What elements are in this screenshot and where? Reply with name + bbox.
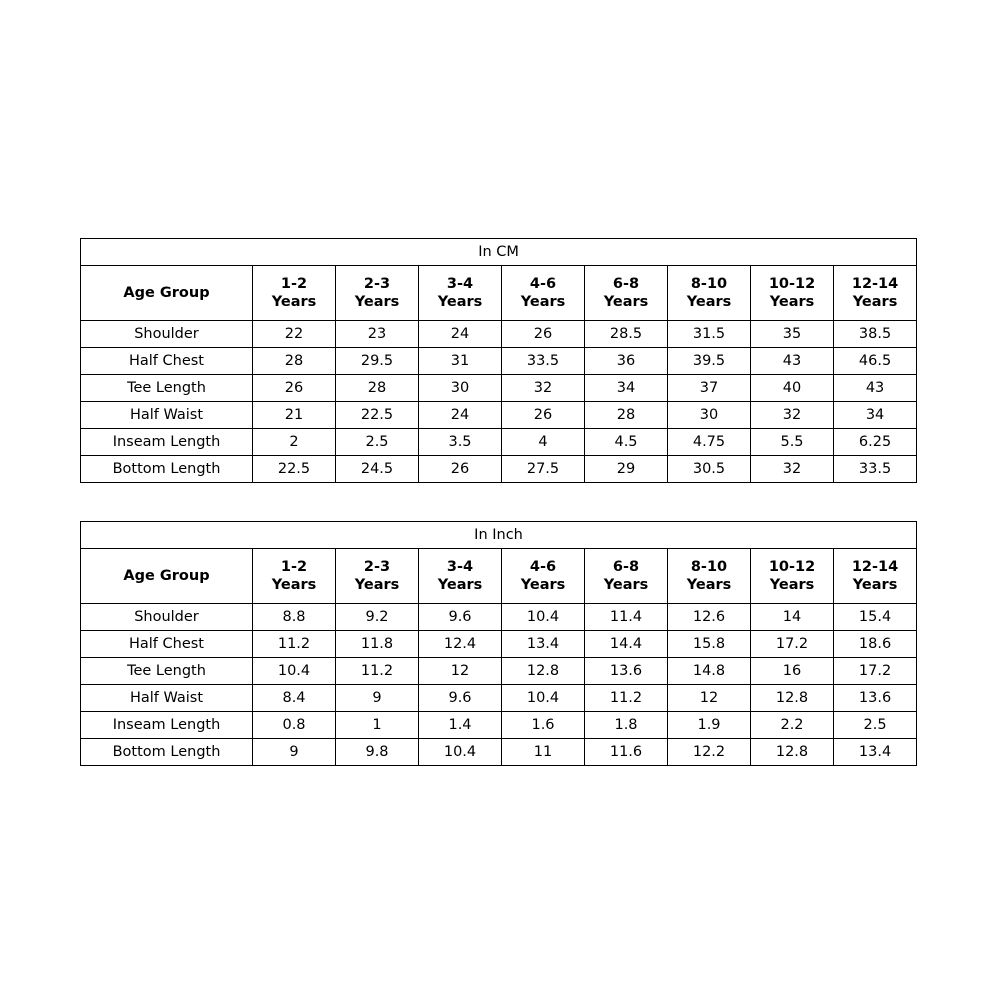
table-cell: 32	[751, 402, 834, 429]
table-cell: 22	[253, 321, 336, 348]
row-label: Inseam Length	[81, 712, 253, 739]
column-header-size	[336, 549, 419, 604]
table-cell: 26	[253, 375, 336, 402]
table-cell: 13.6	[834, 685, 917, 712]
size-range: 3-4	[446, 275, 474, 292]
table-cell: 29	[585, 456, 668, 483]
size-range: 12-14	[851, 558, 899, 575]
size-range: 2-3	[363, 275, 391, 292]
table-cell: 32	[502, 375, 585, 402]
column-header-age-group: Age Group	[81, 549, 253, 604]
unit-title: In CM	[81, 239, 917, 266]
table-cell: 30	[668, 402, 751, 429]
row-label: Shoulder	[81, 321, 253, 348]
table-cell: 18.6	[834, 631, 917, 658]
table-cell: 2.5	[336, 429, 419, 456]
table-header-row	[81, 266, 917, 321]
column-header-size	[419, 266, 502, 321]
table-row	[81, 739, 917, 766]
table-cell: 14.4	[585, 631, 668, 658]
table-cell: 36	[585, 348, 668, 375]
size-range: 6-8	[612, 275, 640, 292]
table-cell: 40	[751, 375, 834, 402]
table-cell: 1.8	[585, 712, 668, 739]
table-cell: 26	[502, 321, 585, 348]
row-label: Shoulder	[81, 604, 253, 631]
table-cell: 10.4	[253, 658, 336, 685]
size-range: 4-6	[529, 558, 557, 575]
table-row	[81, 604, 917, 631]
table-cell: 28.5	[585, 321, 668, 348]
column-header-size	[253, 549, 336, 604]
table-cell: 9.2	[336, 604, 419, 631]
table-cell: 8.8	[253, 604, 336, 631]
table-cell: 12.2	[668, 739, 751, 766]
table-cell: 12.8	[502, 658, 585, 685]
row-label: Half Waist	[81, 685, 253, 712]
table-cell: 12.8	[751, 685, 834, 712]
table-cell: 22.5	[336, 402, 419, 429]
table-cell: 12	[419, 658, 502, 685]
size-range: 10-12	[768, 558, 816, 575]
row-label: Half Chest	[81, 348, 253, 375]
table-cell: 28	[253, 348, 336, 375]
table-row	[81, 456, 917, 483]
table-cell: 17.2	[751, 631, 834, 658]
size-unit: Years	[437, 294, 483, 310]
table-cell: 46.5	[834, 348, 917, 375]
row-label: Half Chest	[81, 631, 253, 658]
size-unit: Years	[769, 577, 815, 593]
table-cell: 26	[419, 456, 502, 483]
table-cell: 1.9	[668, 712, 751, 739]
table-cell: 23	[336, 321, 419, 348]
table-row	[81, 321, 917, 348]
table-cell: 4.75	[668, 429, 751, 456]
size-unit: Years	[603, 294, 649, 310]
table-cell: 8.4	[253, 685, 336, 712]
table-cell: 28	[585, 402, 668, 429]
size-range: 8-10	[690, 558, 728, 575]
column-header-size	[585, 549, 668, 604]
row-label: Inseam Length	[81, 429, 253, 456]
column-header-size	[253, 266, 336, 321]
size-unit: Years	[769, 294, 815, 310]
table-cell: 13.4	[502, 631, 585, 658]
column-header-size	[668, 549, 751, 604]
size-range: 1-2	[280, 275, 308, 292]
table-cell: 12.6	[668, 604, 751, 631]
row-label: Tee Length	[81, 658, 253, 685]
table-cell: 21	[253, 402, 336, 429]
column-header-size	[751, 266, 834, 321]
size-unit: Years	[354, 577, 400, 593]
row-label: Tee Length	[81, 375, 253, 402]
table-cell: 3.5	[419, 429, 502, 456]
unit-title: In Inch	[81, 522, 917, 549]
table-cell: 11.2	[336, 658, 419, 685]
table-cell: 17.2	[834, 658, 917, 685]
table-cell: 37	[668, 375, 751, 402]
table-cell: 43	[751, 348, 834, 375]
table-cell: 14	[751, 604, 834, 631]
table-title-row	[81, 239, 917, 266]
table-cell: 13.4	[834, 739, 917, 766]
table-cell: 39.5	[668, 348, 751, 375]
table-cell: 24	[419, 402, 502, 429]
table-cell: 24	[419, 321, 502, 348]
table-cell: 15.8	[668, 631, 751, 658]
size-unit: Years	[437, 577, 483, 593]
table-cell: 9	[253, 739, 336, 766]
table-cell: 12	[668, 685, 751, 712]
row-label: Bottom Length	[81, 739, 253, 766]
size-range: 1-2	[280, 558, 308, 575]
column-header-size	[336, 266, 419, 321]
table-cell: 14.8	[668, 658, 751, 685]
size-range: 6-8	[612, 558, 640, 575]
table-header-row	[81, 549, 917, 604]
table-cell: 15.4	[834, 604, 917, 631]
table-cell: 30	[419, 375, 502, 402]
size-range: 3-4	[446, 558, 474, 575]
table-cell: 16	[751, 658, 834, 685]
row-label: Bottom Length	[81, 456, 253, 483]
size-range: 2-3	[363, 558, 391, 575]
table-cell: 11.2	[253, 631, 336, 658]
size-unit: Years	[520, 577, 566, 593]
table-cell: 1.4	[419, 712, 502, 739]
table-cell: 0.8	[253, 712, 336, 739]
column-header-size	[834, 266, 917, 321]
table-cell: 1.6	[502, 712, 585, 739]
column-header-size	[585, 266, 668, 321]
table-row	[81, 631, 917, 658]
size-range: 10-12	[768, 275, 816, 292]
table-cell: 2	[253, 429, 336, 456]
table-cell: 38.5	[834, 321, 917, 348]
size-unit: Years	[354, 294, 400, 310]
table-cell: 26	[502, 402, 585, 429]
table-row	[81, 429, 917, 456]
table-cell: 11.8	[336, 631, 419, 658]
column-header-size	[419, 549, 502, 604]
table-cell: 4.5	[585, 429, 668, 456]
table-cell: 4	[502, 429, 585, 456]
column-header-size	[502, 266, 585, 321]
table-cell: 32	[751, 456, 834, 483]
table-cell: 33.5	[502, 348, 585, 375]
table-cell: 29.5	[336, 348, 419, 375]
column-header-size	[502, 549, 585, 604]
size-table-inch	[80, 521, 917, 766]
table-row	[81, 375, 917, 402]
table-cell: 9.8	[336, 739, 419, 766]
size-unit: Years	[271, 294, 317, 310]
size-unit: Years	[271, 577, 317, 593]
size-unit: Years	[686, 294, 732, 310]
table-row	[81, 712, 917, 739]
table-cell: 31	[419, 348, 502, 375]
table-cell: 11	[502, 739, 585, 766]
table-cell: 27.5	[502, 456, 585, 483]
table-cell: 5.5	[751, 429, 834, 456]
table-cell: 6.25	[834, 429, 917, 456]
table-cell: 33.5	[834, 456, 917, 483]
table-cell: 24.5	[336, 456, 419, 483]
table-cell: 43	[834, 375, 917, 402]
size-unit: Years	[686, 577, 732, 593]
table-cell: 30.5	[668, 456, 751, 483]
table-title-row	[81, 522, 917, 549]
table-cell: 11.6	[585, 739, 668, 766]
table-cell: 35	[751, 321, 834, 348]
table-cell: 1	[336, 712, 419, 739]
table-cell: 22.5	[253, 456, 336, 483]
size-table-cm	[80, 238, 917, 483]
size-unit: Years	[603, 577, 649, 593]
column-header-age-group: Age Group	[81, 266, 253, 321]
column-header-size	[834, 549, 917, 604]
table-cell: 2.5	[834, 712, 917, 739]
table-row	[81, 685, 917, 712]
table-cell: 13.6	[585, 658, 668, 685]
table-cell: 2.2	[751, 712, 834, 739]
table-cell: 9.6	[419, 604, 502, 631]
row-label: Half Waist	[81, 402, 253, 429]
table-cell: 9.6	[419, 685, 502, 712]
table-cell: 31.5	[668, 321, 751, 348]
table-cell: 11.4	[585, 604, 668, 631]
size-range: 8-10	[690, 275, 728, 292]
column-header-size	[668, 266, 751, 321]
table-cell: 10.4	[502, 685, 585, 712]
size-range: 4-6	[529, 275, 557, 292]
column-header-size	[751, 549, 834, 604]
table-row	[81, 402, 917, 429]
table-cell: 12.8	[751, 739, 834, 766]
table-cell: 34	[585, 375, 668, 402]
size-unit: Years	[520, 294, 566, 310]
table-cell: 11.2	[585, 685, 668, 712]
table-row	[81, 348, 917, 375]
size-unit: Years	[852, 577, 898, 593]
size-unit: Years	[852, 294, 898, 310]
size-range: 12-14	[851, 275, 899, 292]
table-cell: 10.4	[419, 739, 502, 766]
table-cell: 34	[834, 402, 917, 429]
table-cell: 12.4	[419, 631, 502, 658]
table-row	[81, 658, 917, 685]
table-cell: 9	[336, 685, 419, 712]
table-cell: 10.4	[502, 604, 585, 631]
table-cell: 28	[336, 375, 419, 402]
